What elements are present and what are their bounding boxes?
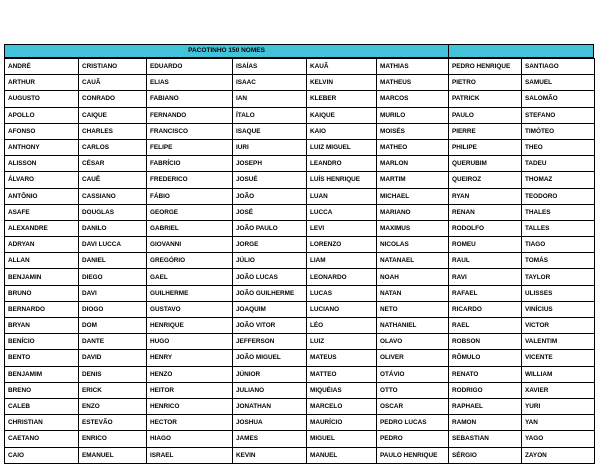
table-row (5, 366, 595, 382)
name-cell: CAUÃ (79, 75, 147, 91)
name-cell: RYAN (449, 188, 522, 204)
name-cell: OSCAR (377, 398, 449, 414)
name-cell: DAVID (79, 350, 147, 366)
table-row (5, 107, 595, 123)
name-cell: MOISÉS (377, 123, 449, 139)
name-cell: LUÍS HENRIQUE (307, 172, 377, 188)
names-table (4, 58, 595, 464)
name-cell: ARTHUR (5, 75, 79, 91)
name-cell: BRYAN (5, 318, 79, 334)
name-cell: NOAH (377, 269, 449, 285)
name-cell: ROBSON (449, 334, 522, 350)
name-cell: MARCELO (307, 398, 377, 414)
name-cell: THOMAZ (522, 172, 595, 188)
name-cell: GABRIEL (147, 220, 233, 236)
table-row (5, 75, 595, 91)
name-cell: SANTIAGO (522, 59, 595, 75)
name-cell: RODOLFO (449, 220, 522, 236)
name-cell: SÉRGIO (449, 447, 522, 463)
name-cell: HENRY (147, 350, 233, 366)
name-cell: ERICK (79, 382, 147, 398)
sheet-title: PACOTINHO 150 NOMES (5, 45, 449, 57)
name-cell: FELIPE (147, 139, 233, 155)
table-row (5, 91, 595, 107)
table-row (5, 269, 595, 285)
name-cell: ALLAN (5, 253, 79, 269)
name-cell: RENAN (449, 204, 522, 220)
name-cell: ÍTALO (233, 107, 307, 123)
name-cell: CASSIANO (79, 188, 147, 204)
name-cell: RAEL (449, 318, 522, 334)
name-cell: BENTO (5, 350, 79, 366)
name-cell: GAEL (147, 269, 233, 285)
table-row (5, 431, 595, 447)
name-cell: ALISSON (5, 156, 79, 172)
name-cell: CHARLES (79, 123, 147, 139)
name-cell: KELVIN (307, 75, 377, 91)
name-cell: CAETANO (5, 431, 79, 447)
name-cell: IURI (233, 139, 307, 155)
name-cell: NATHANIEL (377, 318, 449, 334)
name-cell: HIAGO (147, 431, 233, 447)
name-cell: MARLON (377, 156, 449, 172)
name-cell: LUIZ (307, 334, 377, 350)
name-cell: BRUNO (5, 285, 79, 301)
name-cell: MARCOS (377, 91, 449, 107)
name-cell: FREDERICO (147, 172, 233, 188)
name-cell: CAIQUE (79, 107, 147, 123)
name-cell: MARIANO (377, 204, 449, 220)
name-cell: DENIS (79, 366, 147, 382)
name-cell: FABIANO (147, 91, 233, 107)
name-cell: MATHEO (377, 139, 449, 155)
name-cell: HUGO (147, 334, 233, 350)
name-cell: JOÃO PAULO (233, 220, 307, 236)
name-cell: BENJAMIM (5, 366, 79, 382)
name-cell: RICARDO (449, 301, 522, 317)
name-cell: CARLOS (79, 139, 147, 155)
name-cell: PAULO (449, 107, 522, 123)
name-cell: VINÍCIUS (522, 301, 595, 317)
name-cell: GIOVANNI (147, 237, 233, 253)
name-cell: MAURÍCIO (307, 415, 377, 431)
name-cell: GREGÓRIO (147, 253, 233, 269)
name-cell: MARTIM (377, 172, 449, 188)
name-cell: HECTOR (147, 415, 233, 431)
name-cell: DANIEL (79, 253, 147, 269)
name-cell: LÉO (307, 318, 377, 334)
name-cell: RAFAEL (449, 285, 522, 301)
name-cell: TAYLOR (522, 269, 595, 285)
name-cell: MATHEUS (377, 75, 449, 91)
table-row (5, 447, 595, 463)
name-cell: OLIVER (377, 350, 449, 366)
name-cell: ISAÍAS (233, 59, 307, 75)
name-cell: RAMON (449, 415, 522, 431)
name-cell: JOSÉ (233, 204, 307, 220)
name-cell: JAMES (233, 431, 307, 447)
name-cell: CAIO (5, 447, 79, 463)
name-cell: BERNARDO (5, 301, 79, 317)
name-cell: LUCIANO (307, 301, 377, 317)
name-cell: ÁLVARO (5, 172, 79, 188)
name-cell: MICHAEL (377, 188, 449, 204)
name-cell: CRISTIANO (79, 59, 147, 75)
name-cell: JOÃO LUCAS (233, 269, 307, 285)
name-cell: RENATO (449, 366, 522, 382)
name-cell: TIAGO (522, 237, 595, 253)
name-cell: DOM (79, 318, 147, 334)
name-cell: RODRIGO (449, 382, 522, 398)
name-cell: JOAQUIM (233, 301, 307, 317)
name-cell: MURILO (377, 107, 449, 123)
name-cell: SAMUEL (522, 75, 595, 91)
name-cell: LUCAS (307, 285, 377, 301)
name-cell: ALEXANDRE (5, 220, 79, 236)
name-cell: YURI (522, 398, 595, 414)
name-cell: JOÃO MIGUEL (233, 350, 307, 366)
name-cell: PEDRO LUCAS (377, 415, 449, 431)
name-cell: DOUGLAS (79, 204, 147, 220)
name-cell: JÚLIO (233, 253, 307, 269)
table-row (5, 285, 595, 301)
name-cell: LIAM (307, 253, 377, 269)
name-cell: HENZO (147, 366, 233, 382)
name-cell: BENÍCIO (5, 334, 79, 350)
name-cell: JOÃO GUILHERME (233, 285, 307, 301)
table-row (5, 398, 595, 414)
name-cell: JOÃO (233, 188, 307, 204)
name-cell: JULIANO (233, 382, 307, 398)
name-cell: QUERUBIM (449, 156, 522, 172)
name-cell: QUEIROZ (449, 172, 522, 188)
name-cell: LEONARDO (307, 269, 377, 285)
name-cell: YAN (522, 415, 595, 431)
name-cell: JEFFERSON (233, 334, 307, 350)
name-cell: PIERRE (449, 123, 522, 139)
name-cell: AUGUSTO (5, 91, 79, 107)
name-cell: ANDRÉ (5, 59, 79, 75)
name-cell: ANTÔNIO (5, 188, 79, 204)
name-cell: LEVI (307, 220, 377, 236)
name-cell: BRENO (5, 382, 79, 398)
name-cell: JOSEPH (233, 156, 307, 172)
name-cell: KEVIN (233, 447, 307, 463)
name-cell: HEITOR (147, 382, 233, 398)
name-cell: AFONSO (5, 123, 79, 139)
name-cell: KAIO (307, 123, 377, 139)
name-cell: ENZO (79, 398, 147, 414)
table-row (5, 59, 595, 75)
name-cell: TOMÁS (522, 253, 595, 269)
table-row (5, 253, 595, 269)
name-cell: ZAYON (522, 447, 595, 463)
name-cell: SALOMÃO (522, 91, 595, 107)
table-row (5, 350, 595, 366)
name-cell: RAPHAEL (449, 398, 522, 414)
name-cell: FÁBIO (147, 188, 233, 204)
name-cell: CÉSAR (79, 156, 147, 172)
name-cell: NETO (377, 301, 449, 317)
name-cell: JÚNIOR (233, 366, 307, 382)
name-cell: MIQUÉIAS (307, 382, 377, 398)
title-row (4, 44, 594, 58)
name-cell: LEANDRO (307, 156, 377, 172)
name-cell: MATEUS (307, 350, 377, 366)
name-cell: CHRISTIAN (5, 415, 79, 431)
name-cell: PHILIPE (449, 139, 522, 155)
name-cell: MANUEL (307, 447, 377, 463)
name-cell: MATTEO (307, 366, 377, 382)
name-cell: NATAN (377, 285, 449, 301)
name-cell: NATANAEL (377, 253, 449, 269)
table-row (5, 237, 595, 253)
name-cell: RAUL (449, 253, 522, 269)
table-row (5, 415, 595, 431)
name-cell: OTÁVIO (377, 366, 449, 382)
table-row (5, 382, 595, 398)
name-cell: TALLES (522, 220, 595, 236)
name-cell: FABRÍCIO (147, 156, 233, 172)
name-cell: CAUÊ (79, 172, 147, 188)
name-cell: OTTO (377, 382, 449, 398)
name-cell: TIMÓTEO (522, 123, 595, 139)
name-cell: JOÃO VITOR (233, 318, 307, 334)
name-cell: ISRAEL (147, 447, 233, 463)
name-cell: NICOLAS (377, 237, 449, 253)
name-cell: TADEU (522, 156, 595, 172)
name-cell: ASAFE (5, 204, 79, 220)
name-sheet (4, 44, 594, 464)
names-body (5, 59, 595, 464)
name-cell: ISAAC (233, 75, 307, 91)
name-cell: EDUARDO (147, 59, 233, 75)
name-cell: KLEBER (307, 91, 377, 107)
name-cell: LUAN (307, 188, 377, 204)
title-filler-cell (449, 45, 593, 57)
name-cell: HENRIQUE (147, 318, 233, 334)
name-cell: DIEGO (79, 269, 147, 285)
name-cell: YAGO (522, 431, 595, 447)
name-cell: PEDRO HENRIQUE (449, 59, 522, 75)
name-cell: GUSTAVO (147, 301, 233, 317)
name-cell: ADRYAN (5, 237, 79, 253)
name-cell: CALEB (5, 398, 79, 414)
table-row (5, 188, 595, 204)
name-cell: JORGE (233, 237, 307, 253)
table-row (5, 172, 595, 188)
name-cell: MAXIMUS (377, 220, 449, 236)
name-cell: PIETRO (449, 75, 522, 91)
name-cell: CONRADO (79, 91, 147, 107)
name-cell: RÔMULO (449, 350, 522, 366)
name-cell: GUILHERME (147, 285, 233, 301)
name-cell: LORENZO (307, 237, 377, 253)
table-row (5, 156, 595, 172)
name-cell: ROMEU (449, 237, 522, 253)
name-cell: PAULO HENRIQUE (377, 447, 449, 463)
table-row (5, 220, 595, 236)
name-cell: HENRICO (147, 398, 233, 414)
table-row (5, 334, 595, 350)
name-cell: IAN (233, 91, 307, 107)
name-cell: ENRICO (79, 431, 147, 447)
name-cell: VICENTE (522, 350, 595, 366)
name-cell: MATHIAS (377, 59, 449, 75)
name-cell: DAVI LUCCA (79, 237, 147, 253)
name-cell: THALES (522, 204, 595, 220)
name-cell: DANILO (79, 220, 147, 236)
name-cell: ANTHONY (5, 139, 79, 155)
name-cell: RAVI (449, 269, 522, 285)
name-cell: DAVI (79, 285, 147, 301)
name-cell: PEDRO (377, 431, 449, 447)
table-row (5, 318, 595, 334)
name-cell: STEFANO (522, 107, 595, 123)
name-cell: TEODORO (522, 188, 595, 204)
name-cell: EMANUEL (79, 447, 147, 463)
name-cell: JOSUÉ (233, 172, 307, 188)
name-cell: GEORGE (147, 204, 233, 220)
name-cell: SEBASTIAN (449, 431, 522, 447)
table-row (5, 301, 595, 317)
name-cell: ISAQUE (233, 123, 307, 139)
name-cell: LUIZ MIGUEL (307, 139, 377, 155)
name-cell: FRANCISCO (147, 123, 233, 139)
name-cell: APOLLO (5, 107, 79, 123)
name-cell: BENJAMIN (5, 269, 79, 285)
name-cell: PATRICK (449, 91, 522, 107)
name-cell: DIOGO (79, 301, 147, 317)
name-cell: JONATHAN (233, 398, 307, 414)
name-cell: FERNANDO (147, 107, 233, 123)
name-cell: DANTE (79, 334, 147, 350)
name-cell: OLAVO (377, 334, 449, 350)
name-cell: JOSHUA (233, 415, 307, 431)
name-cell: ESTEVÃO (79, 415, 147, 431)
name-cell: THEO (522, 139, 595, 155)
name-cell: ULISSES (522, 285, 595, 301)
name-cell: XAVIER (522, 382, 595, 398)
name-cell: LUCCA (307, 204, 377, 220)
name-cell: MIGUEL (307, 431, 377, 447)
name-cell: ELIAS (147, 75, 233, 91)
table-row (5, 123, 595, 139)
table-row (5, 204, 595, 220)
table-row (5, 139, 595, 155)
name-cell: WILLIAM (522, 366, 595, 382)
name-cell: KAUÃ (307, 59, 377, 75)
name-cell: VICTOR (522, 318, 595, 334)
name-cell: VALENTIM (522, 334, 595, 350)
name-cell: KAIQUE (307, 107, 377, 123)
